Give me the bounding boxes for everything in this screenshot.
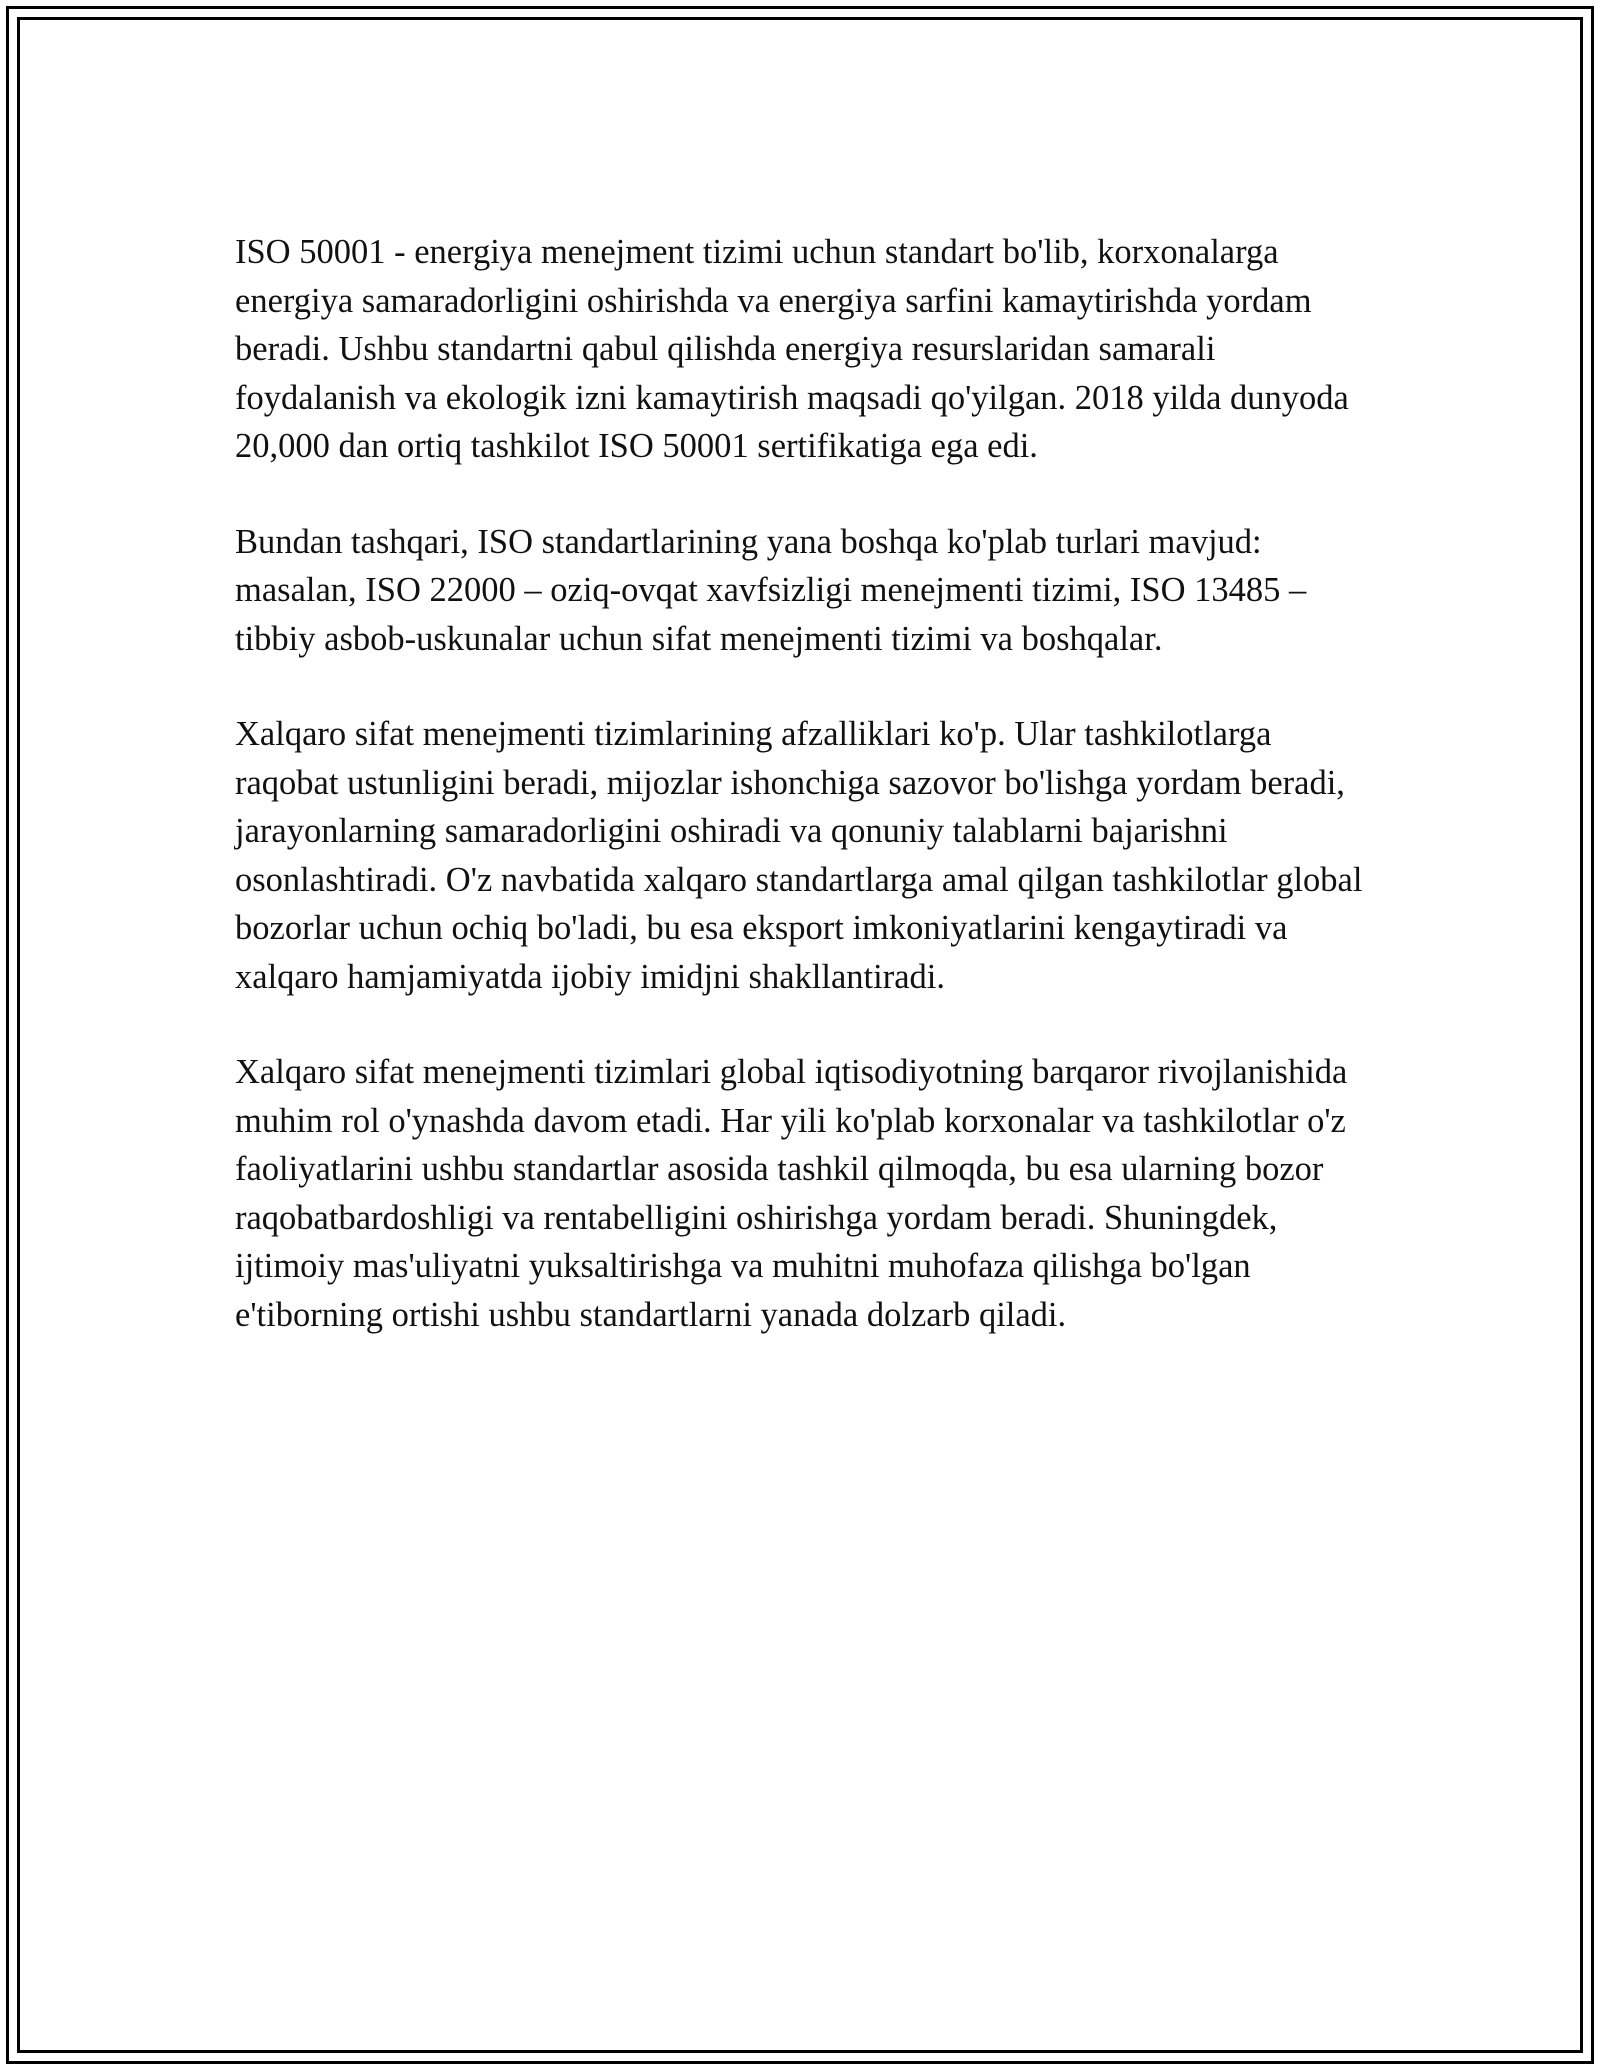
paragraph-iso-50001: ISO 50001 - energiya menejment tizimi uchun standart bo'lib, korxonalarga energiya samaradorligini oshirishda va energiya sarfini kamaytirishda yordam beradi. Ushbu standartni qabul qilishda energiya resurslaridan samarali foydalanish va ekologik izni kamaytirish maqsadi qo'yilgan. 2018 yilda dunyoda 20,000 dan ortiq tashkilot ISO 50001 sertifikatiga ega edi.	[235, 233, 1349, 465]
document-body	[235, 228, 1380, 1339]
paragraph-advantages: Xalqaro sifat menejmenti tizimlarining afzalliklari ko'p. Ular tashkilotlarga raqobat ustunligini beradi, mijozlar ishonchiga sazovor bo'lishga yordam beradi, jarayonlarning samaradorligini oshiradi va qonuniy talablarni bajarishni osonlashtiradi. O'z navbatida xalqaro standartlarga amal qilgan tashkilotlar global bozorlar uchun ochiq bo'ladi, bu esa eksport imkoniyatlarini kengaytiradi va xalqaro hamjamiyatda ijobiy imidjni shakllantiradi.	[235, 715, 1363, 996]
paragraph-global-role: Xalqaro sifat menejmenti tizimlari global iqtisodiyotning barqaror rivojlanishida muhim rol o'ynashda davom etadi. Har yili ko'plab korxonalar va tashkilotlar o'z faoliyatlarini ushbu standartlar asosida tashkil qilmoqda, bu esa ularning bozor raqobatbardoshligi va rentabelligini oshirishga yordam beradi. Shuningdek, ijtimoiy mas'uliyatni yuksaltirishga va muhitni muhofaza qilishga bo'lgan e'tiborning ortishi ushbu standartlarni yanada dolzarb qiladi.	[235, 1053, 1348, 1334]
paragraph-other-iso-standards: Bundan tashqari, ISO standartlarining yana boshqa ko'plab turlari mavjud: masalan, ISO 22000 – oziq-ovqat xavfsizligi menejmenti tizimi, ISO 13485 – tibbiy asbob-uskunalar uchun sifat menejmenti tizimi va boshqalar.	[235, 522, 1307, 658]
